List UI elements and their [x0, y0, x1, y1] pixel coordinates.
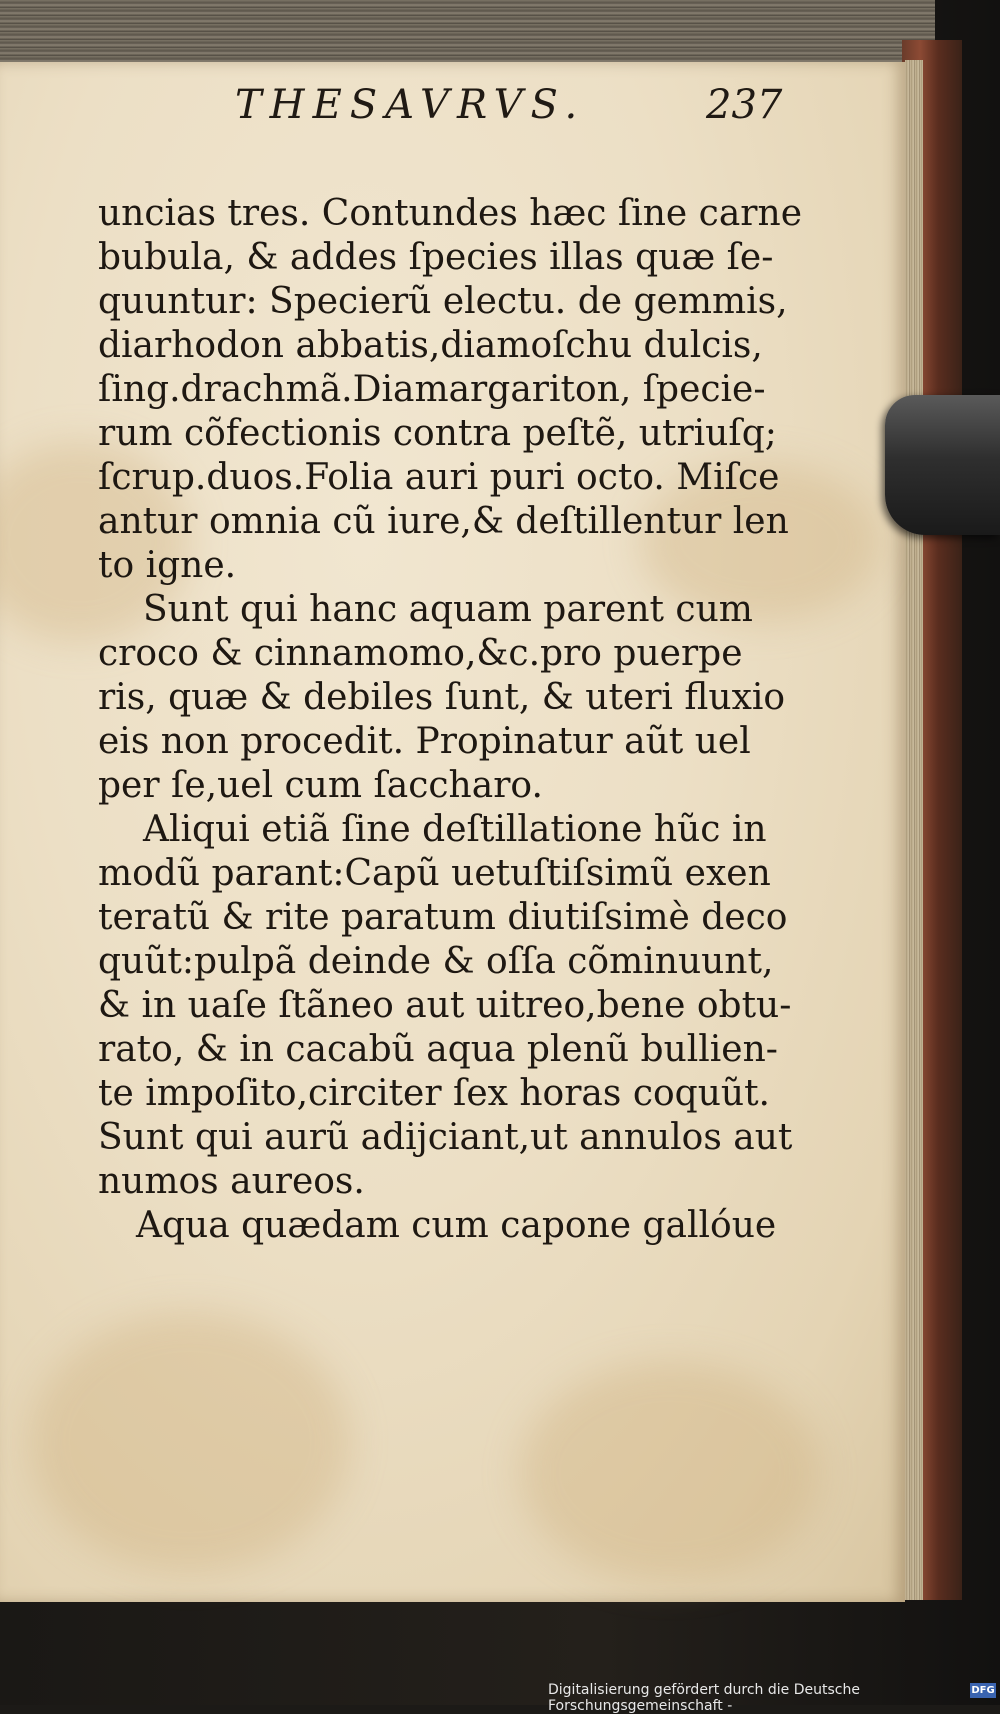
text-line: antur omnia cũ iure,& deſtillentur len	[98, 501, 789, 542]
dfg-logo: DFG	[971, 1685, 995, 1696]
text-line: rum cõfectionis contra peſtẽ, utriuſq;	[98, 413, 777, 454]
page-header	[0, 82, 905, 142]
book-top-edge	[0, 0, 935, 66]
text-line: rato, & in cacabũ aqua plenũ bullien-	[98, 1029, 778, 1070]
text-line: diarhodon abbatis,diamoſchu dulcis,	[98, 325, 763, 366]
text-line: numos aureos.	[98, 1161, 365, 1202]
digitization-credit: Digitalisierung gefördert durch die Deutsche Forschungsgemeinschaft -	[548, 1682, 860, 1714]
page-stain	[520, 1362, 820, 1582]
text-line: Aliqui etiã ſine deſtillatione hũc in	[143, 809, 767, 850]
page-stack-edge	[905, 60, 923, 1600]
text-line: ſcrup.duos.Folia auri puri octo. Miſce	[98, 457, 780, 498]
text-line: ſing.drachmã.Diamargariton, ſpecie-	[98, 369, 766, 410]
text-line: uncias tres. Contundes hæc ſine carne	[98, 193, 803, 234]
text-line: per ſe,uel cum ſaccharo.	[98, 765, 543, 806]
text-line: teratũ & rite paratum diutiſsimè deco	[98, 897, 788, 938]
text-line: ris, quæ & debiles ſunt, & uteri fluxio	[98, 677, 786, 718]
text-line: to igne.	[98, 545, 237, 586]
text-line: & in uaſe ſtãneo aut uitreo,bene obtu-	[98, 985, 792, 1026]
running-title: THESAVRVS.	[235, 82, 586, 128]
text-line: te impoſito,circiter ſex horas coquũt.	[98, 1073, 770, 1114]
text-line: eis non procedit. Propinatur aũt uel	[98, 721, 751, 762]
text-line: bubula, & addes ſpecies illas quæ ſe-	[98, 237, 774, 278]
text-line: Aqua quædam cum capone gallóue	[136, 1205, 777, 1246]
text-line: Sunt qui aurũ adijciant,ut annulos aut	[98, 1117, 793, 1158]
page-number: 237	[706, 82, 783, 128]
text-line: modũ parant:Capũ uetuſtiſsimũ exen	[98, 853, 771, 894]
page-stain	[30, 1312, 350, 1572]
text-line: quũt:pulpã deinde & oſſa cõminuunt,	[98, 941, 774, 982]
text-line: croco & cinnamomo,&c.pro puerpe	[98, 633, 743, 674]
text-line: Sunt qui hanc aquam parent cum	[143, 589, 753, 630]
text-line: quuntur: Specierũ electu. de gemmis,	[98, 281, 788, 322]
page-clip	[885, 395, 1000, 535]
